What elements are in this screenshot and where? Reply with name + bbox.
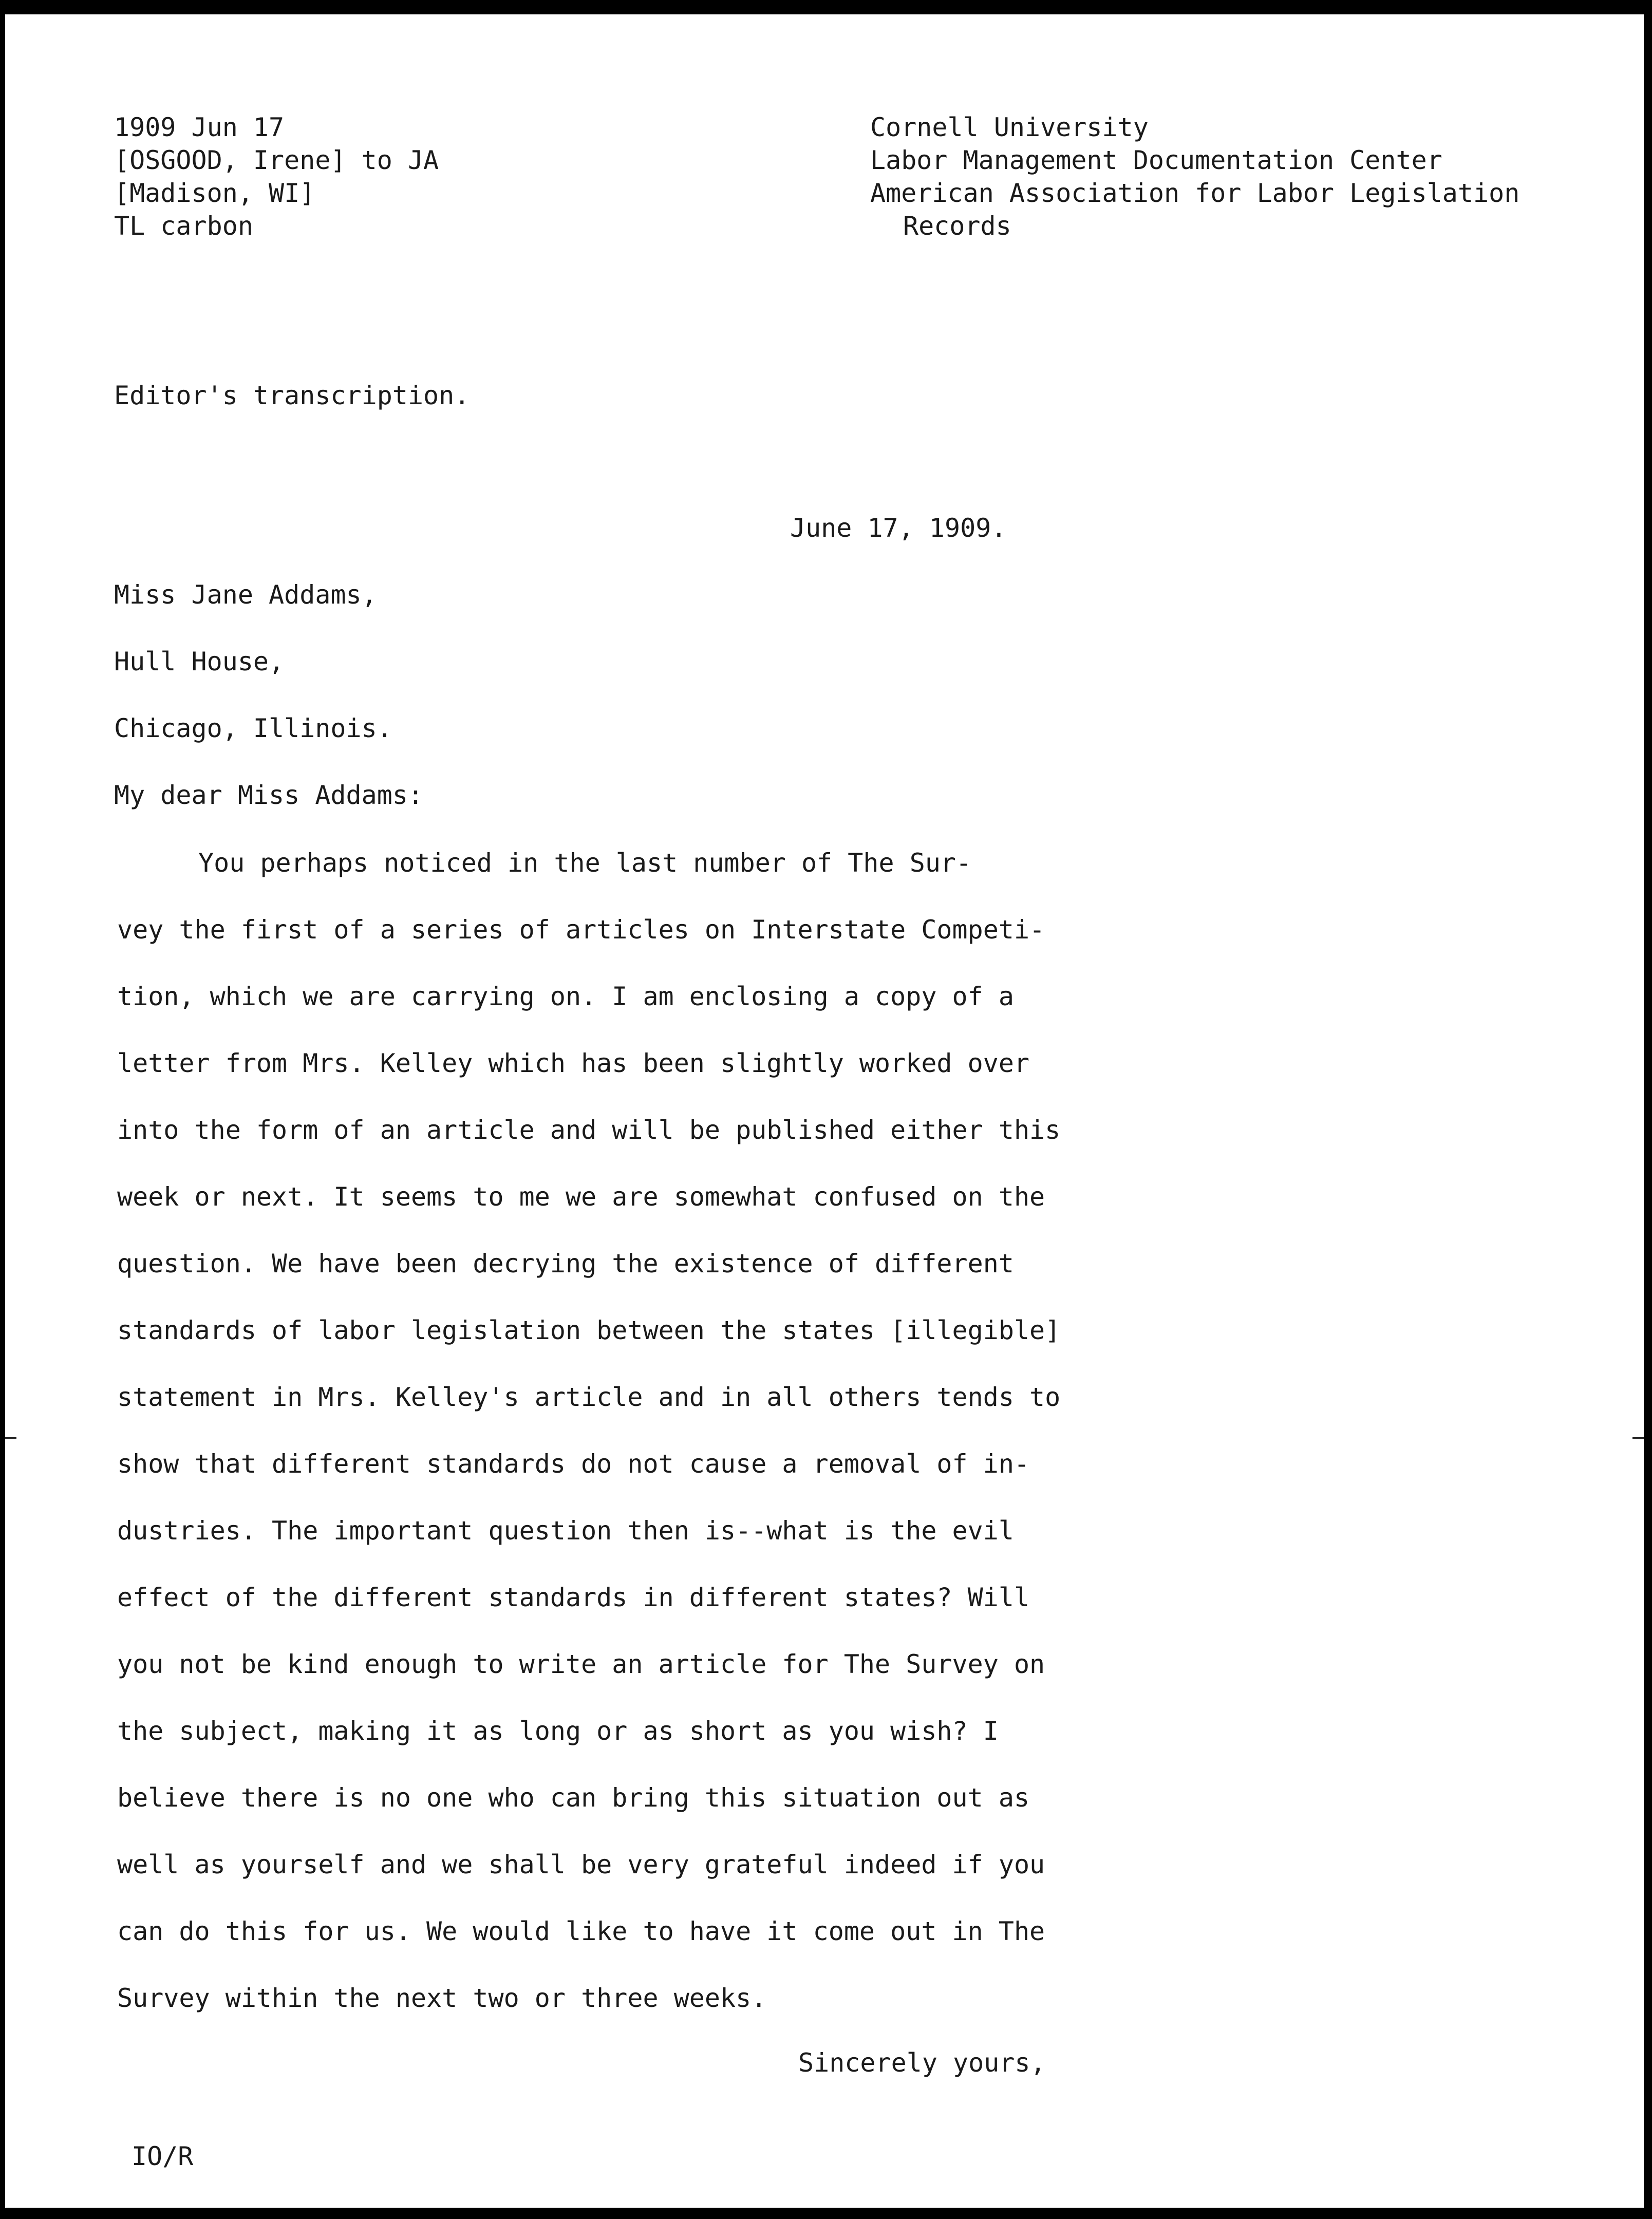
body-line: the subject, making it as long or as short as you wish? I (117, 1716, 999, 1746)
body-line: well as yourself and we shall be very grateful indeed if you (117, 1850, 1045, 1879)
recipient-name: Miss Jane Addams, (114, 580, 377, 610)
metadata-correspondents: [OSGOOD, Irene] to JA (114, 145, 439, 175)
body-line: Survey within the next two or three weeks. (117, 1983, 767, 2013)
body-line: standards of labor legislation between the states [illegible] (117, 1315, 1061, 1345)
salutation: My dear Miss Addams: (114, 780, 424, 810)
body-line: can do this for us. We would like to have it come out in The (117, 1916, 1045, 1946)
metadata-date: 1909 Jun 17 (114, 112, 285, 142)
metadata-document-type: TL carbon (114, 211, 253, 241)
repository-collection-continued: Records (903, 211, 1011, 241)
archival-metadata-right (870, 111, 1519, 242)
metadata-place: [Madison, WI] (114, 178, 315, 208)
body-line: dustries. The important question then is--what is the evil (117, 1516, 1014, 1546)
complimentary-closing: Sincerely yours, (798, 2048, 1046, 2078)
body-line: question. We have been decrying the existence of different (117, 1249, 1014, 1278)
body-line: week or next. It seems to me we are somewhat confused on the (117, 1182, 1045, 1212)
editor-note: Editor's transcription. (114, 381, 470, 410)
body-line: letter from Mrs. Kelley which has been slightly worked over (117, 1048, 1030, 1078)
body-line: into the form of an article and will be published either this (117, 1115, 1061, 1145)
left-edge-mark (5, 1437, 16, 1439)
body-line: You perhaps noticed in the last number of The Sur- (198, 848, 972, 878)
repository-institution: Cornell University (870, 112, 1149, 142)
letter-page (5, 14, 1644, 2208)
archival-metadata-left (114, 111, 439, 242)
body-line: you not be kind enough to write an article for The Survey on (117, 1649, 1045, 1679)
letter-date: June 17, 1909. (790, 513, 1007, 543)
repository-collection: American Association for Labor Legislation (870, 178, 1520, 208)
body-line: vey the first of a series of articles on Interstate Competi- (117, 915, 1045, 945)
body-line: tion, which we are carrying on. I am enclosing a copy of a (117, 982, 1014, 1011)
body-line: effect of the different standards in different states? Will (117, 1583, 1030, 1612)
recipient-city: Chicago, Illinois. (114, 713, 392, 743)
typist-initials: IO/R (132, 2141, 194, 2171)
body-line: statement in Mrs. Kelley's article and in all others tends to (117, 1382, 1061, 1412)
repository-center: Labor Management Documentation Center (870, 145, 1442, 175)
recipient-organization: Hull House, (114, 647, 285, 676)
body-line: show that different standards do not cause a removal of in- (117, 1449, 1030, 1479)
right-edge-mark (1632, 1437, 1644, 1439)
body-line: believe there is no one who can bring this situation out as (117, 1783, 1030, 1813)
